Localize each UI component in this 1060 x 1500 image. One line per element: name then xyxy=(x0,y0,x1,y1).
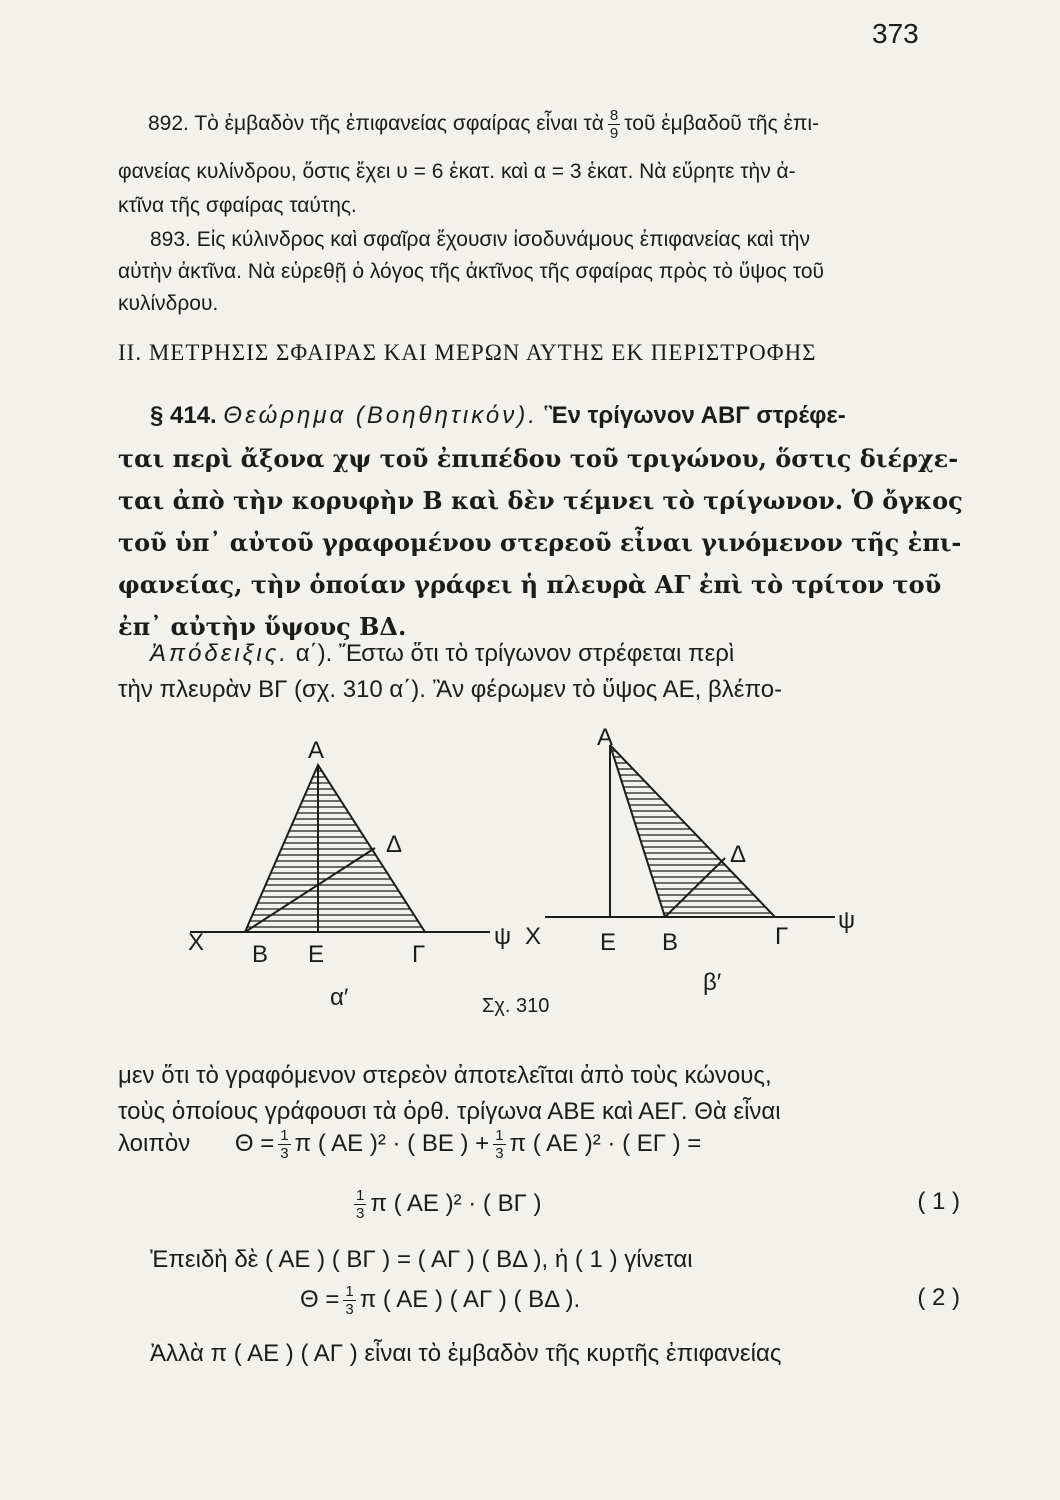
exercise-892-line3: κτῖνα τῆς σφαίρας ταύτης. xyxy=(118,194,357,217)
altitude-bd-b xyxy=(665,858,725,917)
figure-310-a-labels xyxy=(188,737,511,1011)
label-x-b: Χ xyxy=(525,923,542,950)
label-x-a: Χ xyxy=(188,929,205,956)
eq1-fraction-1: $\frac{1}{3}$ xyxy=(280,1127,289,1162)
figure-caption: Σχ. 310 xyxy=(482,995,550,1017)
equation-1-cont xyxy=(350,1188,541,1221)
theorem-line5: φανείας, τὴν ὁποίαν γράφει ἡ πλευρὰ ΑΓ ἐπὶ τὸ τρίτον τοῦ xyxy=(118,570,942,599)
theorem-text-start: Ἓν τρίγωνον ΑΒΓ στρέφε- xyxy=(544,402,846,429)
exercise-893-line2: αὐτὴν ἀκτῖνα. Νὰ εὑρεθῇ ὁ λόγος τῆς ἀκτῖνος τῆς σφαίρας πρὸς τὸ ὕψος τοῦ xyxy=(118,260,824,283)
label-b-a: Β xyxy=(252,941,269,968)
eq2-term: π ( ΑΕ ) ( ΑΓ ) ( ΒΔ ). xyxy=(359,1285,581,1313)
theorem-line4: τοῦ ὑπ᾽ αὐτοῦ γραφομένου στερεοῦ εἶναι γινόμενον τῆς ἐπι- xyxy=(118,528,962,557)
label-g-b: Γ xyxy=(775,923,789,950)
exercise-893-line1: 893. Εἰς κύλινδρος καὶ σφαῖρα ἔχουσιν ἰσοδυνάμους ἐπιφανείας καὶ τὴν xyxy=(150,228,810,251)
proof-text-start: α΄). Ἔστω ὅτι τὸ τρίγωνον στρέφεται περὶ xyxy=(295,640,735,667)
theorem-line2: ται περὶ ἄξονα χψ τοῦ ἐπιπέδου τοῦ τριγώνου, ὅστις διέρχε- xyxy=(118,444,959,473)
eq2-lhs: Θ = xyxy=(300,1285,340,1313)
label-e-a: Ε xyxy=(308,941,325,968)
label-d-a: Δ xyxy=(386,831,403,858)
theorem-line3: ται ἀπὸ τὴν κορυφὴν Β καὶ δὲν τέμνει τὸ τρίγωνον. Ὁ ὄγκος xyxy=(118,486,963,515)
label-b-b: Β xyxy=(662,929,679,956)
body-last-line: Ἀλλὰ π ( ΑΕ ) ( ΑΓ ) εἶναι τὸ ἐμβαδὸν τῆς κυρτῆς ἐπιφανείας xyxy=(150,1340,782,1367)
figure-b-sublabel: β′ xyxy=(703,969,722,996)
eq1-fraction-2: $\frac{1}{3}$ xyxy=(495,1127,504,1162)
body-line-since: Ἐπειδὴ δὲ ( ΑΕ ) ( ΒΓ ) = ( ΑΓ ) ( ΒΔ ), ἡ ( 1 ) γίνεται xyxy=(150,1246,693,1273)
figure-310-b xyxy=(545,745,835,917)
label-y-b: ψ xyxy=(838,907,856,934)
page-number: 373 xyxy=(872,18,919,49)
theorem-line6: ἐπ᾽ αὐτὴν ὕψους ΒΔ. xyxy=(118,612,407,641)
section-heading: II. ΜΕΤΡΗΣΙΣ ΣΦΑΙΡΑΣ ΚΑΙ ΜΕΡΩΝ ΑΥΤΗΣ ΕΚ ΠΕΡΙΣΤΡΟΦΗΣ xyxy=(118,340,817,365)
body-line2: τοὺς ὁποίους γράφουσι τὰ ὀρθ. τρίγωνα ΑΒΕ καὶ ΑΕΓ. Θὰ εἶναι xyxy=(118,1098,781,1125)
equation-1 xyxy=(118,1128,701,1161)
proof-line2: τὴν πλευρὰν ΒΓ (σχ. 310 α΄). Ἂν φέρωμεν τὸ ὕψος ΑΕ, βλέπο- xyxy=(118,676,783,703)
proof-label: Ἀπόδειξις. xyxy=(150,640,290,667)
label-d-b: Δ xyxy=(730,841,747,868)
eq1-word: λοιπὸν xyxy=(118,1129,191,1157)
exercise-892-text-a: 892. Τὸ ἐμβαδὸν τῆς ἐπιφανείας σφαίρας εἶναι τὰ xyxy=(148,112,604,136)
label-y-a: ψ xyxy=(494,923,512,950)
label-e-b: Ε xyxy=(600,929,617,956)
equation-number-1: ( 1 ) xyxy=(917,1188,960,1215)
equation-2 xyxy=(300,1284,580,1317)
eq2-fraction: $\frac{1}{3}$ xyxy=(345,1283,354,1318)
exercise-892-text-b: τοῦ ἐμβαδοῦ τῆς ἐπι- xyxy=(624,112,820,136)
label-g-a: Γ xyxy=(412,941,426,968)
eq1b-term: π ( ΑΕ )² · ( ΒΓ ) xyxy=(370,1189,542,1217)
label-a-a: Α xyxy=(308,737,325,764)
exercise-892-line2: φανείας κυλίνδρου, ὅστις ἔχει υ = 6 ἑκατ. καὶ α = 3 ἑκατ. Νὰ εὕρητε τὴν ἀ- xyxy=(118,160,796,183)
theorem-label: Θεώρημα (Βοηθητικόν). xyxy=(223,402,538,429)
eq1b-fraction: $\frac{1}{3}$ xyxy=(356,1187,365,1222)
theorem-number: § 414. xyxy=(150,402,217,429)
figure-a-sublabel: α′ xyxy=(330,984,349,1011)
body-line1: μεν ὅτι τὸ γραφόμενον στερεὸν ἀποτελεῖται ἀπὸ τοὺς κώνους, xyxy=(118,1062,772,1089)
exercise-893-line3: κυλίνδρου. xyxy=(118,292,219,315)
equation-number-2: ( 2 ) xyxy=(917,1284,960,1311)
label-a-b: Α xyxy=(597,724,614,751)
eq1-lhs: Θ = xyxy=(234,1129,275,1157)
figure-310-a xyxy=(190,765,490,932)
eq1-term2: π ( ΑΕ )² · ( ΕΓ ) = xyxy=(509,1129,702,1157)
eq1-term1: π ( ΑΕ )² · ( ΒΕ ) + xyxy=(294,1129,490,1157)
fraction-8-9: $\frac{8}{9}$ xyxy=(609,107,619,142)
figure-310-b-labels xyxy=(525,724,855,996)
